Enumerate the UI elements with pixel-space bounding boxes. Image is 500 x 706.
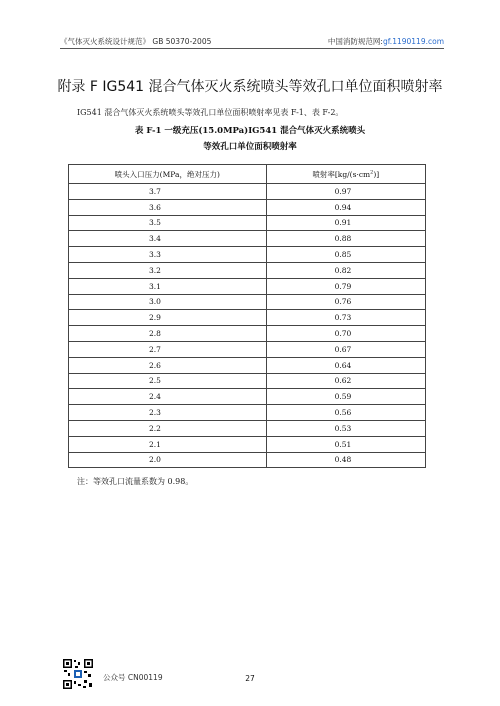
pressure-cell: 2.1: [69, 436, 267, 452]
rate-cell: 0.51: [266, 436, 425, 452]
rate-cell: 0.62: [266, 373, 425, 389]
rate-cell: 0.56: [266, 405, 425, 421]
rate-cell: 0.48: [266, 452, 425, 468]
table-row: [69, 310, 426, 326]
pressure-cell: 3.7: [69, 184, 267, 200]
header-site: [328, 36, 444, 47]
table-row: [69, 357, 426, 373]
pressure-cell: 3.0: [69, 294, 267, 310]
rate-cell: 0.64: [266, 357, 425, 373]
rate-cell: 0.97: [266, 184, 425, 200]
pressure-cell: 3.3: [69, 247, 267, 263]
footer-account-label: 公众号 CN00119: [103, 673, 163, 682]
header-divider: [60, 48, 444, 49]
table-row: [69, 278, 426, 294]
table-row: [69, 341, 426, 357]
table-row: [69, 247, 426, 263]
table-row: [69, 436, 426, 452]
header-site-label: 中国消防规范网:: [327, 37, 383, 46]
table-row: [69, 231, 426, 247]
table-row: [69, 420, 426, 436]
table-row: [69, 199, 426, 215]
rate-cell: 0.76: [266, 294, 425, 310]
rate-cell: 0.59: [266, 389, 425, 405]
rate-cell: 0.70: [266, 326, 425, 342]
table-header-row: [69, 165, 426, 184]
table-note: 注：等效孔口流量系数为 0.98。: [77, 477, 194, 486]
pressure-cell: 2.4: [69, 389, 267, 405]
header-document-title: 《气体灭火系统设计规范》 GB 50370-2005: [60, 37, 212, 46]
table-row: [69, 262, 426, 278]
rate-cell: 0.91: [266, 215, 425, 231]
pressure-cell: 2.2: [69, 420, 267, 436]
appendix-title: 附录 F IG541 混合气体灭火系统喷头等效孔口单位面积喷射率: [57, 79, 443, 95]
header-pressure: 喷头入口压力(MPa，绝对压力): [69, 165, 267, 184]
pressure-cell: 2.7: [69, 341, 267, 357]
rate-cell: 0.88: [266, 231, 425, 247]
pressure-cell: 2.8: [69, 326, 267, 342]
header-rate: 喷射率$[kg/(s\cdot cm^2)]$: [266, 165, 425, 184]
rate-cell: 0.79: [266, 278, 425, 294]
rate-cell: 0.53: [266, 420, 425, 436]
rate-cell: 0.73: [266, 310, 425, 326]
table-caption-line2: 等效孔口单位面积喷射率: [203, 142, 297, 152]
pressure-cell: 2.3: [69, 405, 267, 421]
rate-cell: 0.67: [266, 341, 425, 357]
discharge-rate-table: [68, 164, 426, 468]
page-header: [60, 36, 444, 48]
pressure-cell: 3.2: [69, 262, 267, 278]
pressure-cell: 2.9: [69, 310, 267, 326]
pressure-cell: 3.5: [69, 215, 267, 231]
pressure-cell: 3.6: [69, 199, 267, 215]
pressure-cell: 2.0: [69, 452, 267, 468]
table-caption-line1: 表 F-1 一级充压(15.0MPa)IG541 混合气体灭火系统喷头: [134, 126, 366, 136]
header-site-link[interactable]: gf.1190119.com: [382, 37, 444, 46]
pressure-cell: 2.5: [69, 373, 267, 389]
rate-cell: 0.85: [266, 247, 425, 263]
pressure-cell: 2.6: [69, 357, 267, 373]
page-number: 27: [245, 674, 255, 683]
pressure-cell: 3.1: [69, 278, 267, 294]
table-row: [69, 452, 426, 468]
intro-paragraph: IG541 混合气体灭火系统喷头等效孔口单位面积喷射率见表 F-1、表 F-2。: [77, 108, 344, 117]
table-row: [69, 373, 426, 389]
table-row: [69, 405, 426, 421]
table-row: [69, 184, 426, 200]
rate-cell: 0.82: [266, 262, 425, 278]
rate-cell: 0.94: [266, 199, 425, 215]
table-row: [69, 294, 426, 310]
table-row: [69, 389, 426, 405]
pressure-cell: 3.4: [69, 231, 267, 247]
table-row: [69, 326, 426, 342]
table-row: [69, 215, 426, 231]
